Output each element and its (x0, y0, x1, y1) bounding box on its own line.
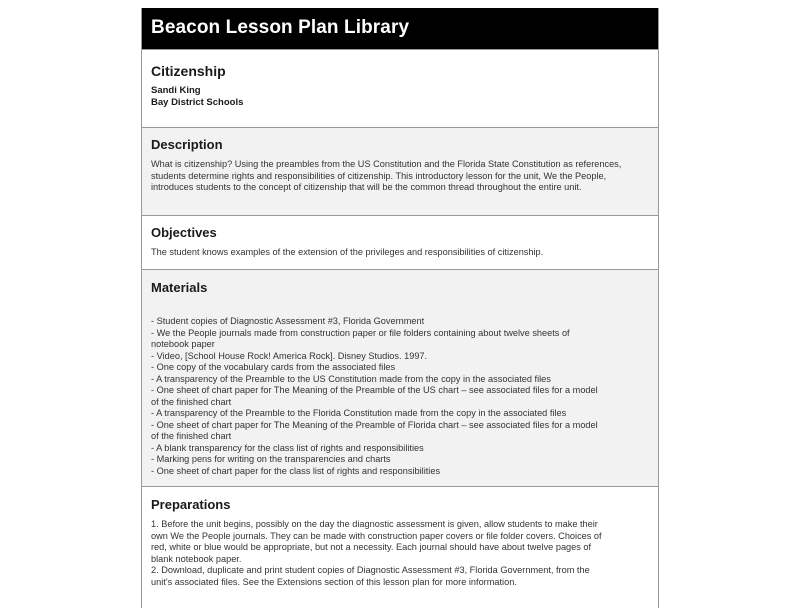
materials-line: - A transparency of the Preamble to the Florida Constitution made from the copy in the associated files (151, 408, 567, 418)
lesson-page (141, 8, 659, 608)
preparations-line: 2. Download, duplicate and print student copies of Diagnostic Assessment #3, Florida Government, from the (151, 565, 590, 575)
materials-list (151, 316, 649, 477)
objectives-section (142, 215, 658, 269)
preparations-line: blank notebook paper. (151, 553, 242, 564)
author-name: Sandi King (151, 85, 201, 96)
preparations-line: unit's associated files. See the Extensions section of this lesson plan for more information. (151, 576, 517, 587)
materials-line: - Marking pens for writing on the transparencies and charts (151, 454, 391, 464)
materials-line: - One copy of the vocabulary cards from the associated files (151, 362, 396, 372)
materials-line: notebook paper (151, 339, 215, 349)
materials-line: - One sheet of chart paper for The Meaning of the Preamble of Florida chart – see associated files for a model (151, 419, 598, 430)
materials-line: of the finished chart (151, 431, 232, 441)
description-heading: Description (151, 137, 223, 152)
site-header (142, 8, 658, 49)
preparations-heading: Preparations (151, 497, 231, 512)
materials-heading: Materials (151, 280, 208, 295)
materials-line: - Video, [School House Rock! America Rock]. Disney Studios. 1997. (151, 350, 428, 361)
description-section (142, 127, 658, 215)
materials-line: - One sheet of chart paper for The Meaning of the Preamble of the US chart – see associated files for a model (151, 385, 598, 395)
materials-line: - One sheet of chart paper for the class list of rights and responsibilities (151, 465, 441, 476)
lesson-title: Citizenship (151, 63, 226, 79)
materials-line: - A transparency of the Preamble to the US Constitution made from the copy in the associated files (151, 373, 551, 384)
materials-line: - A blank transparency for the class list of rights and responsibilities (151, 442, 424, 453)
preparations-line: red, white or blue would be appropriate, but not a necessity. Each journal should have about twelve pages of (151, 542, 592, 552)
description-text: What is citizenship? Using the preambles from the US Constitution and the Florida State Constitution as references, students determine rights and responsibilities of citizenship. This introductory lesson for the unit, We the People, introduces students to the concept of citizenship that will be the common thread throughout the entire unit. (151, 159, 622, 192)
preparations-list (151, 519, 649, 588)
school-name: Bay District Schools (151, 97, 244, 108)
site-title: Beacon Lesson Plan Library (151, 17, 410, 38)
materials-line: of the finished chart (151, 396, 232, 407)
objectives-text: The student knows examples of the extension of the privileges and responsibilities of citizenship. (151, 247, 544, 257)
preparations-line: own We the People journals. They can be made with construction paper covers or file folder covers. Choices of (151, 530, 602, 541)
materials-line: - Student copies of Diagnostic Assessment #3, Florida Government (151, 316, 425, 326)
author-block (151, 85, 649, 109)
materials-section (142, 269, 658, 486)
lesson-title-section (142, 49, 658, 127)
preparations-line: 1. Before the unit begins, possibly on the day the diagnostic assessment is given, allow students to make their (151, 519, 598, 529)
preparations-section (142, 486, 658, 606)
materials-line: - We the People journals made from construction paper or file folders containing about twelve sheets of (151, 327, 570, 338)
objectives-heading: Objectives (151, 225, 217, 240)
